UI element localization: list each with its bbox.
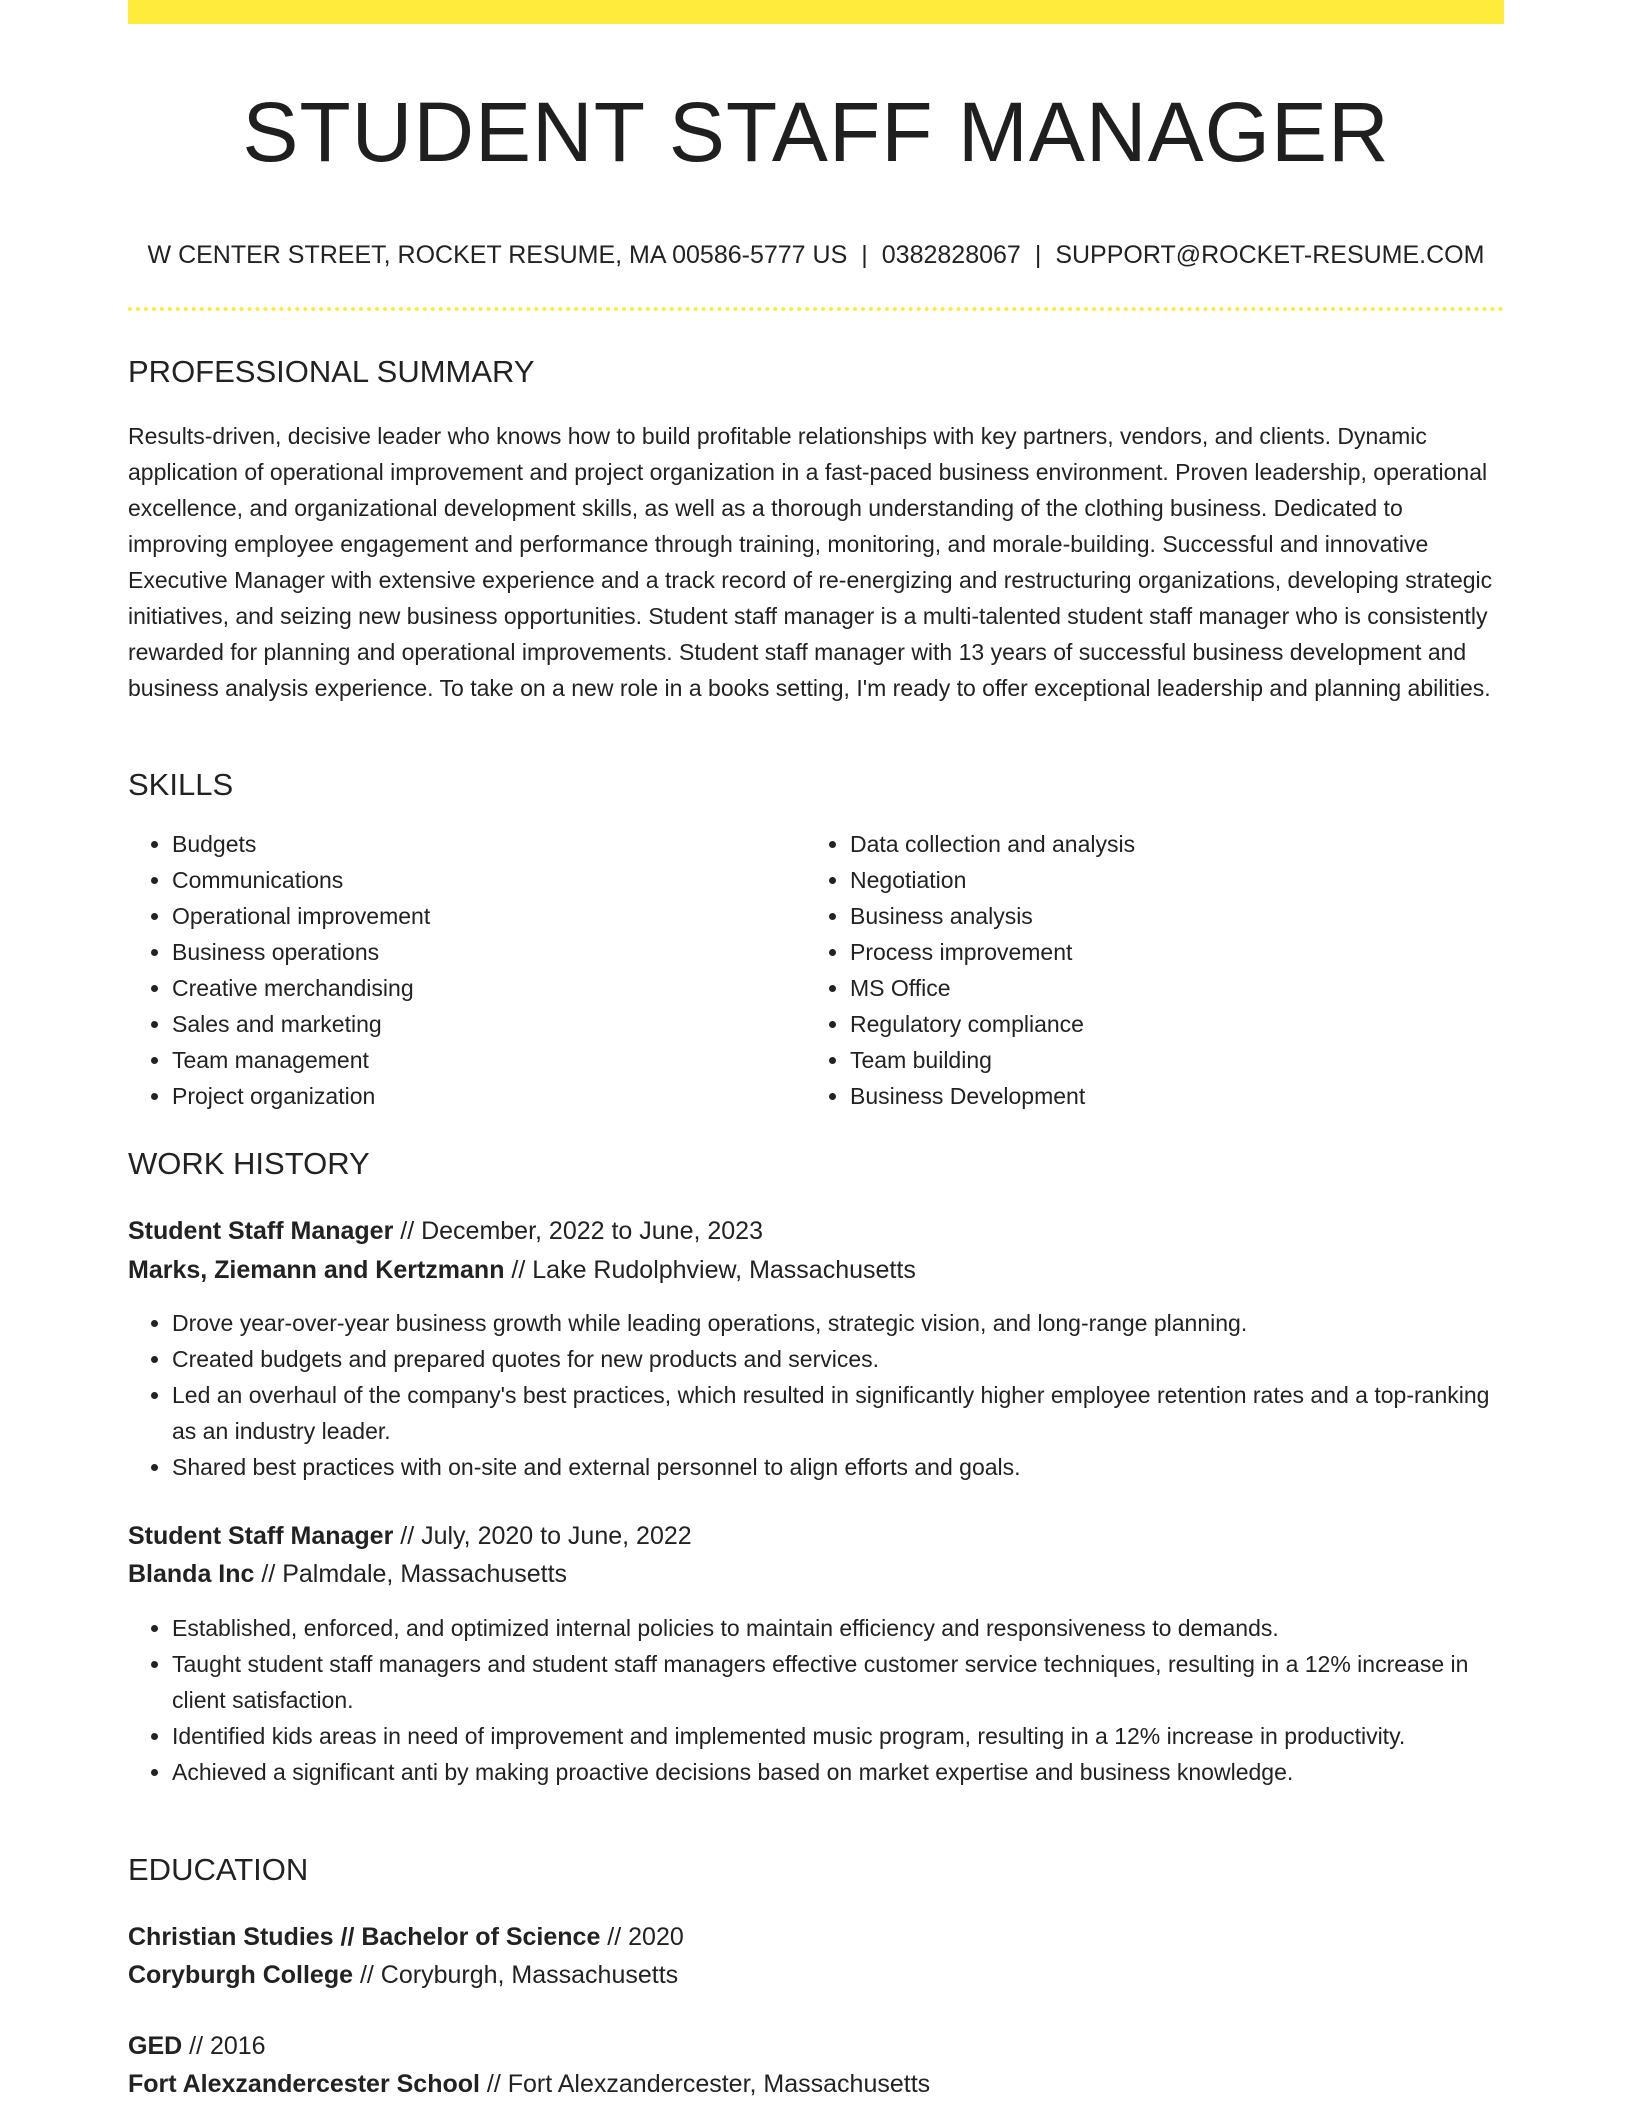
job-bullet: • Shared best practices with on-site and external personnel to align efforts and goals. (172, 1449, 1504, 1485)
work-history-heading: WORK HISTORY (128, 1146, 370, 1181)
candidate-name: STUDENT STAFF MANAGER (242, 85, 1390, 179)
skill-item: • Process improvement (850, 934, 1490, 970)
skill-item: • Team management (172, 1042, 812, 1078)
skill-item: • Negotiation (850, 862, 1490, 898)
skill-item: • Creative merchandising (172, 970, 812, 1006)
job-bullets (128, 1305, 1504, 1485)
summary-heading: PROFESSIONAL SUMMARY (128, 354, 535, 389)
job-dates: // July, 2020 to June, 2022 (393, 1522, 692, 1550)
contact-email: SUPPORT@ROCKET-RESUME.COM (1055, 241, 1485, 269)
job-role: Student Staff Manager (128, 1522, 394, 1550)
job-bullet: • Achieved a significant anti by making proactive decisions based on market expertise and business knowledge. (172, 1754, 1504, 1790)
contact-separator: | (1034, 241, 1042, 269)
education-degree: Christian Studies // Bachelor of Science (128, 1923, 601, 1951)
job-bullet: • Created budgets and prepared quotes for new products and services. (172, 1341, 1504, 1377)
skill-item: • Communications (172, 862, 812, 898)
education-school: Coryburgh College (128, 1961, 354, 1989)
job-dates: // December, 2022 to June, 2023 (393, 1217, 763, 1245)
skill-item: • Team building (850, 1042, 1490, 1078)
education-school: Fort Alexzandercester School (128, 2070, 480, 2098)
skill-item: • MS Office (850, 970, 1490, 1006)
job-role: Student Staff Manager (128, 1217, 394, 1245)
job-company-line (128, 1555, 567, 1593)
education-school-line (128, 1956, 678, 1994)
skills-list-left (128, 826, 812, 1114)
accent-top-bar (128, 0, 1504, 24)
skill-item: • Business operations (172, 934, 812, 970)
job-bullet: • Taught student staff managers and student staff managers effective customer service techniques, resulting in a 12% increase in client satisfaction. (172, 1646, 1504, 1718)
contact-phone: 0382828067 (881, 241, 1021, 269)
job-title-line (128, 1212, 763, 1250)
contact-address: W CENTER STREET, ROCKET RESUME, MA 00586-5777 US (147, 241, 848, 269)
job-bullet: • Led an overhaul of the company's best practices, which resulted in significantly higher employee retention rates and a top-ranking as an industry leader. (172, 1377, 1504, 1449)
education-degree-line (128, 1918, 684, 1956)
contact-line (128, 238, 1504, 272)
skill-item: • Budgets (172, 826, 812, 862)
job-company-line (128, 1251, 916, 1289)
skill-item: • Operational improvement (172, 898, 812, 934)
skill-item: • Business Development (850, 1078, 1490, 1114)
skill-item: • Business analysis (850, 898, 1490, 934)
education-school-line (128, 2065, 930, 2103)
education-degree: GED (128, 2032, 183, 2060)
education-location: // Fort Alexzandercester, Massachusetts (479, 2070, 931, 2098)
education-degree-line (128, 2027, 266, 2065)
education-year: // 2020 (600, 1923, 684, 1951)
dotted-divider (128, 307, 1504, 311)
job-bullet: • Identified kids areas in need of improvement and implemented music program, resulting in a 12% increase in productivity. (172, 1718, 1504, 1754)
contact-separator: | (861, 241, 868, 269)
skills-list-right (806, 826, 1490, 1114)
job-location: // Palmdale, Massachusetts (254, 1560, 568, 1588)
skills-heading: SKILLS (128, 767, 234, 802)
education-year: // 2016 (182, 2032, 266, 2060)
job-location: // Lake Rudolphview, Massachusetts (504, 1256, 916, 1284)
summary-text: Results-driven, decisive leader who knows how to build profitable relationships with key partners, vendors, and clients. Dynamic application of operational improvement and project organization in a fast-paced business environment. Proven leadership, operational excellence, and organizational development skills, as well as a thorough understanding of the clothing business. Dedicated to improving employee engagement and performance through training, monitoring, and morale-building. Successful and innovative Executive Manager with extensive experience and a track record of re-energizing and restructuring organizations, developing strategic initiatives, and seizing new business opportunities. Student staff manager is a multi-talented student staff manager who is consistently rewarded for planning and operational improvements. Student staff manager with 13 years of successful business development and business analysis experience. To take on a new role in a books setting, I'm ready to offer exceptional leadership and planning abilities. (128, 423, 1493, 701)
job-bullets (128, 1610, 1504, 1790)
job-title-line (128, 1517, 692, 1555)
education-heading: EDUCATION (128, 1852, 309, 1887)
job-company: Marks, Ziemann and Kertzmann (128, 1256, 505, 1284)
job-bullet: • Drove year-over-year business growth while leading operations, strategic vision, and long-range planning. (172, 1305, 1504, 1341)
skill-item: • Regulatory compliance (850, 1006, 1490, 1042)
skill-item: • Sales and marketing (172, 1006, 812, 1042)
job-company: Blanda Inc (128, 1560, 255, 1588)
skill-item: • Data collection and analysis (850, 826, 1490, 862)
education-location: // Coryburgh, Massachusetts (353, 1961, 679, 1989)
job-bullet: • Established, enforced, and optimized internal policies to maintain efficiency and responsiveness to demands. (172, 1610, 1504, 1646)
skill-item: • Project organization (172, 1078, 812, 1114)
